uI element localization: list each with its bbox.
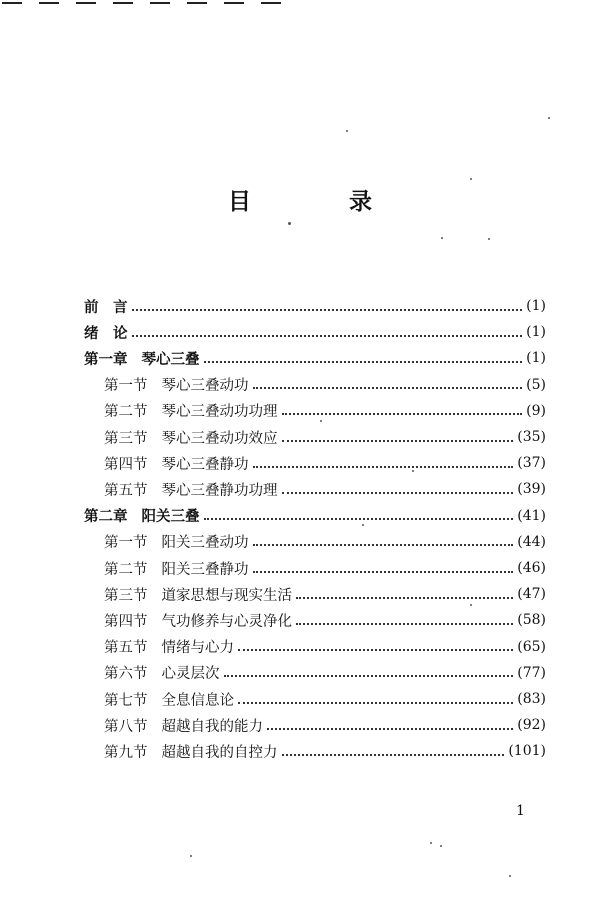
toc-entry[interactable] bbox=[104, 399, 546, 423]
toc-entry[interactable] bbox=[104, 608, 546, 632]
toc-entry-page: (1) bbox=[526, 298, 546, 314]
toc-entry-page: (35) bbox=[517, 429, 546, 445]
toc-entry-title: 阳关三叠静功 bbox=[161, 561, 249, 578]
dot-leader bbox=[253, 465, 514, 468]
toc-entry[interactable] bbox=[104, 635, 546, 659]
toc-entry-label: 第一节 bbox=[104, 535, 148, 552]
toc-entry-title: 琴心三叠 bbox=[141, 351, 200, 368]
speck bbox=[488, 238, 490, 240]
toc-entry-page: (46) bbox=[517, 560, 546, 576]
toc-entry-page: (5) bbox=[526, 376, 546, 393]
dot-leader bbox=[296, 596, 513, 599]
speck bbox=[440, 845, 442, 847]
toc-entry-label: 前 言 bbox=[84, 299, 128, 316]
toc-entry[interactable] bbox=[104, 530, 546, 554]
toc-entry-title: 琴心三叠静功 bbox=[161, 456, 249, 473]
dot-leader bbox=[282, 439, 514, 442]
dot-leader bbox=[253, 543, 514, 546]
toc-entry-title: 琴心三叠静功功理 bbox=[161, 482, 278, 499]
toc-entry[interactable] bbox=[104, 556, 546, 580]
dot-leader bbox=[253, 570, 514, 573]
dot-leader bbox=[282, 491, 514, 494]
toc-entry[interactable] bbox=[104, 477, 546, 501]
speck bbox=[509, 875, 511, 877]
speck bbox=[288, 222, 291, 225]
toc-entry-label: 第三节 bbox=[104, 587, 148, 604]
toc-entry-page: (1) bbox=[526, 324, 546, 341]
dot-leader bbox=[204, 360, 523, 363]
toc-entry-page: (39) bbox=[517, 481, 546, 498]
toc-entry-label: 第六节 bbox=[104, 666, 148, 683]
toc-entry-label: 第三节 bbox=[104, 430, 148, 447]
toc-entry-label: 第八节 bbox=[104, 718, 148, 735]
toc-entry-label: 第四节 bbox=[104, 456, 148, 473]
toc-entry-title: 琴心三叠动功功理 bbox=[161, 404, 278, 421]
toc-entry-page: (58) bbox=[517, 612, 546, 629]
dot-leader bbox=[253, 386, 523, 389]
toc-entry-title: 琴心三叠动功 bbox=[161, 378, 249, 395]
toc-entry[interactable] bbox=[104, 661, 546, 685]
dot-leader bbox=[267, 727, 513, 730]
toc-title: 目 录 bbox=[227, 189, 417, 215]
dot-leader bbox=[282, 753, 505, 756]
dot-leader bbox=[204, 517, 514, 520]
toc-entry-label: 第二章 bbox=[84, 509, 128, 526]
toc-entry-title: 气功修养与心灵净化 bbox=[161, 613, 292, 630]
speck bbox=[346, 130, 348, 132]
toc-entry-label: 第一章 bbox=[84, 351, 128, 368]
toc-entry-title: 情绪与心力 bbox=[161, 640, 234, 657]
speck bbox=[470, 604, 472, 606]
toc-entry-page: (65) bbox=[517, 638, 546, 655]
toc-entry-label: 第五节 bbox=[104, 482, 148, 499]
dot-leader bbox=[132, 334, 523, 337]
dot-leader bbox=[296, 622, 513, 625]
toc-entry[interactable] bbox=[104, 687, 546, 711]
speck bbox=[470, 178, 472, 180]
toc-entry-page: (9) bbox=[526, 402, 546, 419]
toc-entry[interactable] bbox=[104, 373, 546, 397]
speck bbox=[441, 237, 443, 239]
dot-leader bbox=[224, 674, 514, 677]
toc-entry-label: 第九节 bbox=[104, 744, 148, 761]
toc-entry-title: 琴心三叠动功效应 bbox=[161, 430, 278, 447]
toc-entry-label: 第一节 bbox=[104, 378, 148, 395]
toc-entry-label: 绪 论 bbox=[84, 325, 128, 342]
toc-entry-page: (41) bbox=[517, 507, 546, 524]
toc-entry[interactable] bbox=[104, 425, 546, 449]
dot-leader bbox=[132, 308, 523, 311]
toc-entry-page: (44) bbox=[517, 533, 546, 550]
speck bbox=[320, 420, 322, 422]
speck bbox=[412, 470, 414, 472]
speck bbox=[190, 855, 192, 857]
toc-entry-page: (101) bbox=[508, 743, 546, 760]
toc-entry-page: (37) bbox=[517, 455, 546, 472]
toc-entry-label: 第五节 bbox=[104, 640, 148, 657]
speck bbox=[430, 842, 432, 844]
dot-leader bbox=[238, 648, 513, 651]
top-dashed-border bbox=[0, 0, 290, 14]
toc-entry-title: 超越自我的自控力 bbox=[161, 744, 278, 761]
toc-entry-label: 第七节 bbox=[104, 692, 148, 709]
speck bbox=[362, 524, 364, 526]
toc-entry[interactable] bbox=[104, 713, 546, 737]
toc-entry-title: 心灵层次 bbox=[161, 666, 220, 683]
page-number: 1 bbox=[516, 803, 525, 819]
toc-entry[interactable] bbox=[104, 582, 546, 606]
toc-entry-page: (47) bbox=[517, 586, 546, 603]
toc-entry-label: 第四节 bbox=[104, 613, 148, 630]
toc-entry[interactable] bbox=[104, 451, 546, 475]
toc-entry-title: 全息信息论 bbox=[161, 692, 234, 709]
dot-leader bbox=[282, 412, 523, 415]
toc-entry-label: 第二节 bbox=[104, 404, 148, 421]
toc-entry-title: 阳关三叠动功 bbox=[161, 535, 249, 552]
toc-entry-page: (77) bbox=[517, 664, 546, 681]
speck bbox=[548, 117, 550, 119]
toc-entry[interactable] bbox=[84, 320, 546, 344]
toc-entry[interactable] bbox=[84, 294, 546, 318]
toc-entry[interactable] bbox=[84, 346, 546, 370]
toc-entry-page: (1) bbox=[526, 350, 546, 367]
toc-entry-page: (83) bbox=[517, 691, 546, 707]
dot-leader bbox=[238, 701, 513, 704]
toc-entry[interactable] bbox=[84, 504, 546, 528]
toc-entry[interactable] bbox=[104, 739, 546, 763]
toc-entry-title: 道家思想与现实生活 bbox=[161, 587, 292, 604]
toc-entry-title: 超越自我的能力 bbox=[161, 718, 263, 735]
toc-entry-title: 阳关三叠 bbox=[141, 509, 200, 526]
toc-entry-page: (92) bbox=[517, 717, 546, 734]
toc-entry-label: 第二节 bbox=[104, 561, 148, 578]
